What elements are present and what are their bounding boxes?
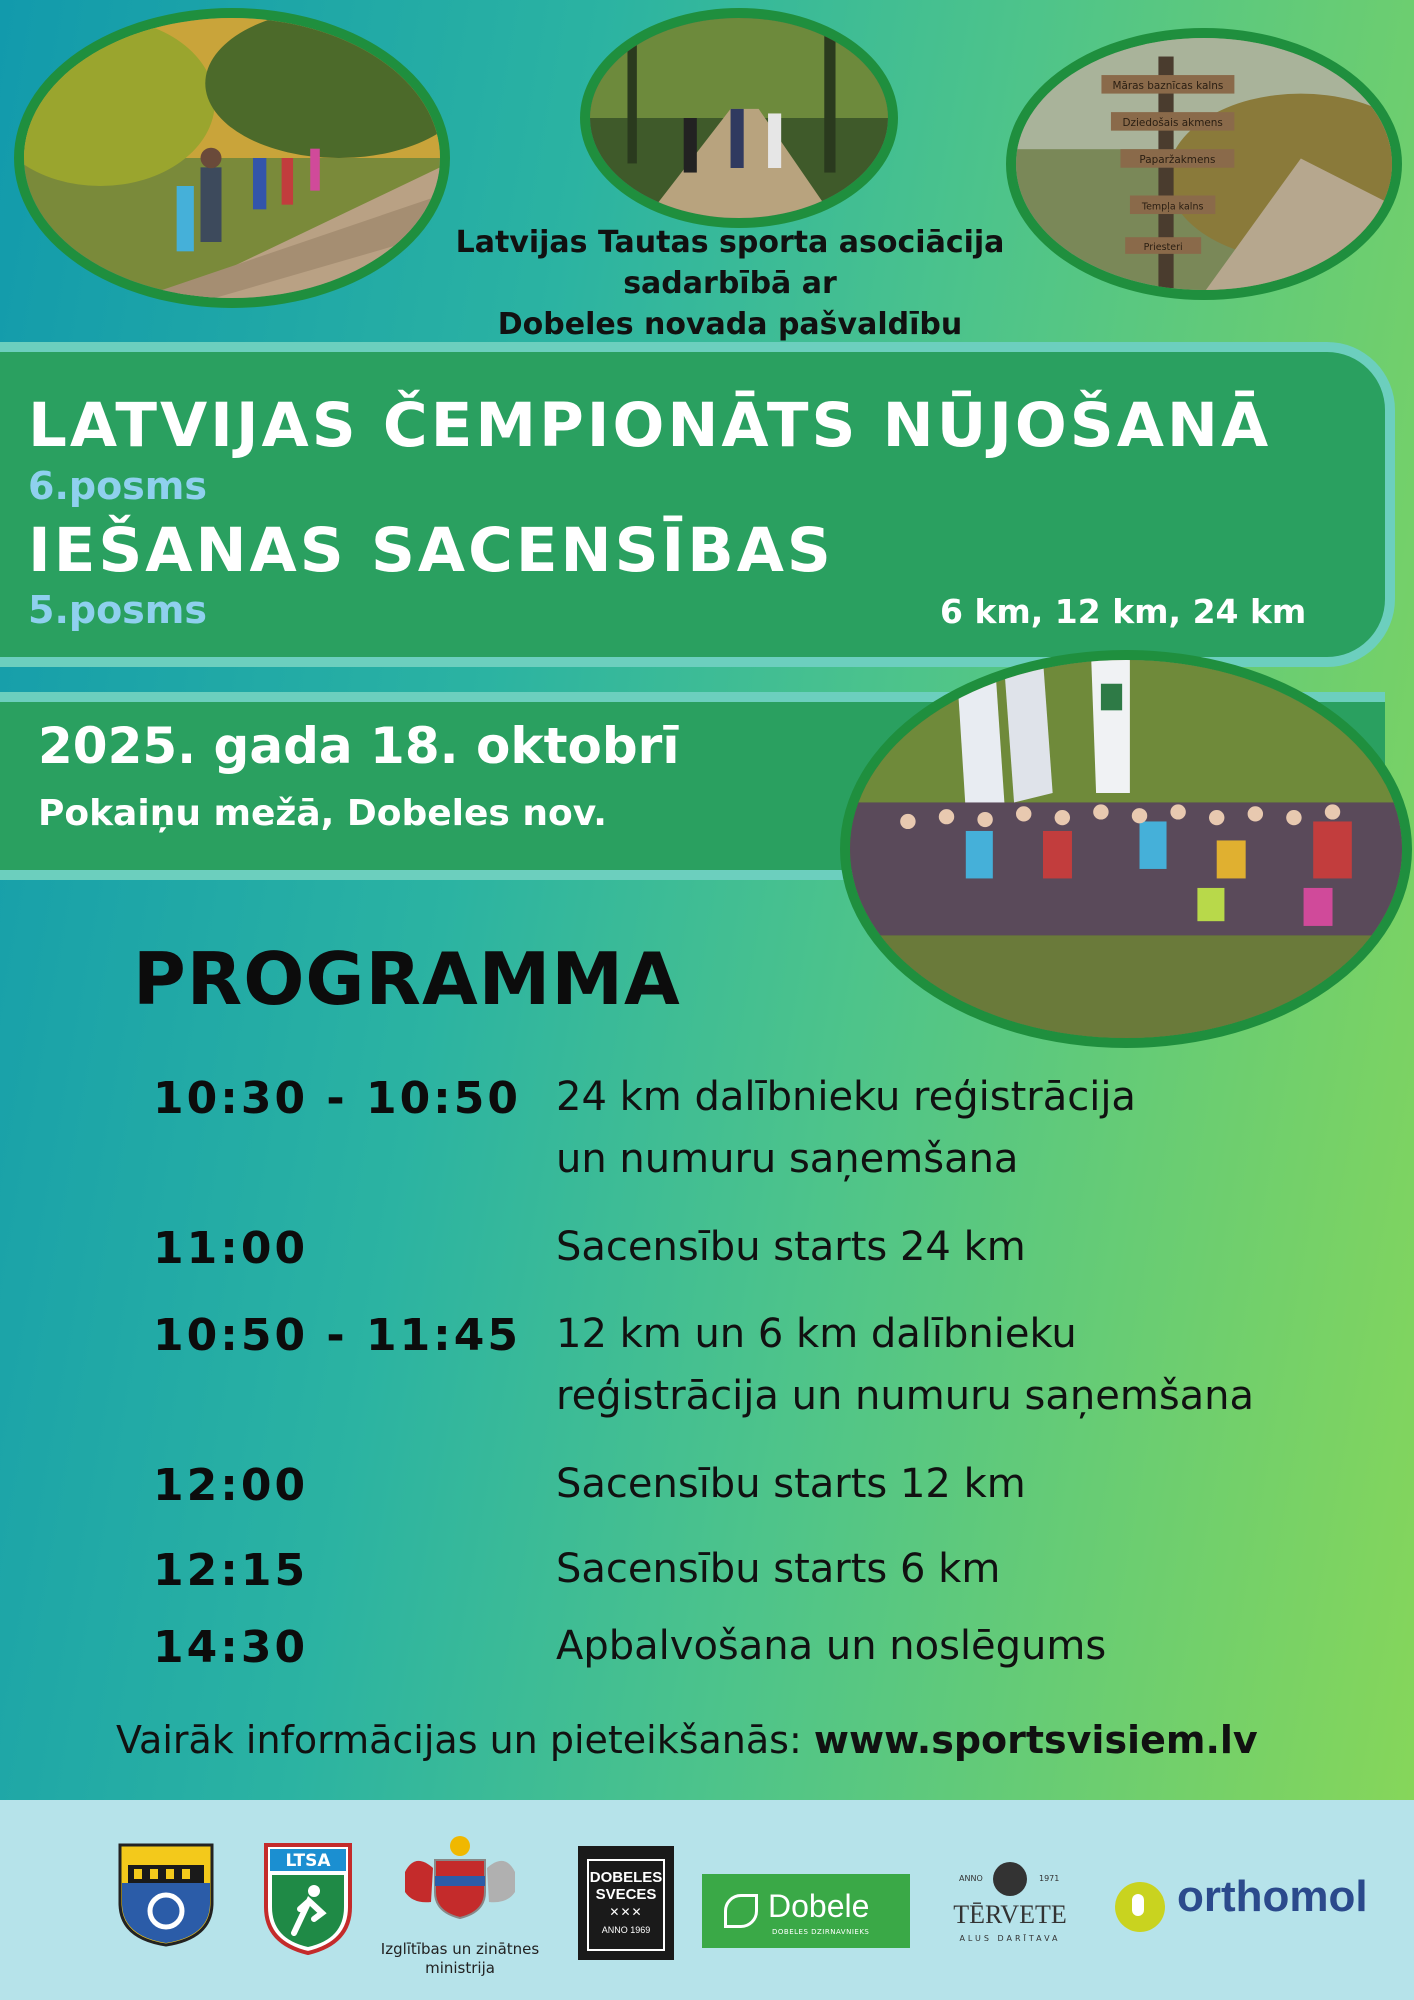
ministry-name xyxy=(375,1940,545,1978)
organizer-line3: Dobeles novada pašvaldību xyxy=(497,307,963,342)
sign-label: Tempļa kalns xyxy=(1141,201,1204,213)
program-desc-line2: reģistrācija un numuru saņemšana xyxy=(556,1373,1255,1419)
program-desc-line1: Apbalvošana un noslēgums xyxy=(556,1623,1107,1669)
dobele-coat-of-arms-logo xyxy=(118,1843,214,1947)
sign-label: Priesteri xyxy=(1143,242,1183,254)
ministry-name-line2: ministrija xyxy=(425,1959,495,1977)
event-place: Pokaiņu mežā, Dobeles nov. xyxy=(38,793,607,834)
championship-stage: 6.posms xyxy=(28,464,208,508)
sveces-line1: DOBELES xyxy=(589,1869,663,1886)
tervete-logo xyxy=(935,1860,1085,1960)
program-desc-line1: Sacensību starts 6 km xyxy=(556,1546,1001,1592)
program-desc-line1: Sacensību starts 24 km xyxy=(556,1224,1026,1270)
dobele-subtitle: DOBELES DZIRNAVNIEKS xyxy=(772,1928,870,1936)
tervete-anno: ANNO xyxy=(959,1874,983,1883)
program-time: 11:00 xyxy=(153,1223,309,1274)
race-walk-stage: 5.posms xyxy=(28,588,208,632)
dobeles-sveces-logo xyxy=(578,1846,674,1960)
program-time: 10:50 - 11:45 xyxy=(153,1310,522,1361)
championship-title: LATVIJAS ČEMPIONĀTS NŪJOŠANĀ xyxy=(28,390,1272,461)
program-time: 10:30 - 10:50 xyxy=(153,1073,522,1124)
sveces-line2: SVECES xyxy=(595,1886,657,1903)
photo-group xyxy=(840,650,1412,1048)
program-desc-line1: Sacensību starts 12 km xyxy=(556,1461,1026,1507)
sponsor-footer xyxy=(0,1800,1414,2000)
program-desc xyxy=(556,1066,1136,1190)
ltsa-logo xyxy=(264,1843,352,1955)
orthomol-logo xyxy=(1115,1872,1385,1932)
organizer-text xyxy=(390,222,1070,345)
sveces-year: ANNO 1969 xyxy=(601,1925,651,1935)
tervete-subtitle: ALUS DARĪTAVA xyxy=(959,1934,1061,1943)
program-desc xyxy=(556,1303,1254,1427)
photo-walkers-forest xyxy=(580,8,898,228)
sign-label: Paparžakmens xyxy=(1139,154,1216,167)
event-date: 2025. gada 18. oktobrī xyxy=(38,717,680,775)
more-info-text: Vairāk informācijas un pieteikšanās: xyxy=(116,1718,814,1762)
tervete-wordmark: TĒRVETE xyxy=(953,1900,1067,1929)
program-time: 12:15 xyxy=(153,1545,309,1596)
orthomol-icon xyxy=(1115,1882,1165,1932)
program-desc-line1: 12 km un 6 km dalībnieku xyxy=(556,1311,1077,1357)
program-desc-line1: 24 km dalībnieku reģistrācija xyxy=(556,1074,1136,1120)
photo-walkers-forest-road xyxy=(14,8,450,308)
program-desc xyxy=(556,1538,1000,1600)
program-time: 14:30 xyxy=(153,1622,309,1673)
horse-head-icon xyxy=(993,1862,1027,1896)
program-desc xyxy=(556,1453,1026,1515)
dobele-dzirnavnieks-logo xyxy=(702,1874,910,1948)
organizer-line1: Latvijas Tautas sporta asociācija xyxy=(455,225,1005,260)
sign-label: Dziedošais akmens xyxy=(1122,117,1223,129)
program-desc-line2: un numuru saņemšana xyxy=(556,1136,1019,1182)
organizer-line2: sadarbībā ar xyxy=(623,266,837,301)
orthomol-wordmark: orthomol xyxy=(1177,1872,1368,1921)
sveces-pattern: ✕✕✕ xyxy=(609,1905,643,1919)
program-heading: PROGRAMMA xyxy=(133,937,681,1021)
program-time: 12:00 xyxy=(153,1460,309,1511)
more-info-link[interactable]: www.sportsvisiem.lv xyxy=(813,1718,1258,1762)
dobele-wordmark: Dobele xyxy=(768,1888,870,1924)
ministry-coat-of-arms-logo xyxy=(395,1832,525,1922)
program-desc xyxy=(556,1216,1026,1278)
sign-label: Māras baznīcas kalns xyxy=(1112,80,1224,92)
distances: 6 km, 12 km, 24 km xyxy=(940,592,1307,631)
more-info xyxy=(116,1718,1258,1762)
program-desc xyxy=(556,1615,1106,1677)
ministry-name-line1: Izglītības un zinātnes xyxy=(380,1940,540,1958)
race-walk-title: IEŠANAS SACENSĪBAS xyxy=(28,515,834,586)
ltsa-wordmark: LTSA xyxy=(285,1851,331,1871)
wheat-leaf-icon xyxy=(724,1894,758,1928)
tervete-year: 1971 xyxy=(1039,1874,1060,1883)
